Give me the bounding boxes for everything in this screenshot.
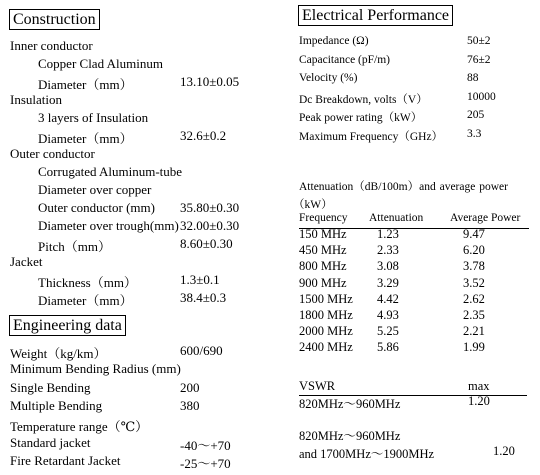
electrical-value: 50±2: [467, 35, 491, 47]
vswr-row1-value: 1.20: [468, 394, 490, 408]
construction-label: Jacket: [10, 254, 43, 269]
attenuation-frequency: 2400 MHz: [299, 340, 353, 355]
attenuation-caption-line2: （kW）: [293, 199, 333, 211]
attenuation-row: [299, 276, 529, 292]
construction-row: [10, 164, 280, 184]
attenuation-value: 1.23: [377, 227, 399, 241]
construction-label: Insulation: [10, 92, 62, 107]
attenuation-frequency: 900 MHz: [299, 275, 347, 290]
vswr-row1-label: 820MHz～960MHz: [299, 397, 401, 411]
construction-label: Diameter（mm）: [38, 131, 133, 146]
attenuation-header-frequency: Frequency: [299, 212, 348, 224]
attenuation-power: 2.62: [463, 291, 485, 306]
engineering-row: [10, 380, 280, 400]
attenuation-value: 3.29: [377, 275, 399, 290]
construction-label: 3 layers of Insulation: [38, 110, 149, 125]
attenuation-power: 2.21: [463, 324, 485, 339]
attenuation-frequency: 800 MHz: [299, 259, 347, 274]
engineering-label: Temperature range（℃）: [10, 419, 149, 435]
engineering-row: [10, 398, 280, 418]
engineering-row: [10, 453, 280, 473]
engineering-title: Engineering data: [9, 315, 126, 336]
vswr-header-label: VSWR: [299, 379, 336, 393]
electrical-label: Capacitance (pF/m): [299, 53, 391, 66]
attenuation-header-attenuation: Attenuation: [369, 212, 424, 224]
construction-value: 35.80±0.30: [180, 200, 240, 215]
electrical-row: [299, 54, 539, 72]
construction-label: Inner conductor: [10, 38, 93, 53]
attenuation-frequency: 150 MHz: [299, 227, 347, 241]
attenuation-row: [299, 227, 529, 243]
construction-row: [10, 254, 280, 274]
construction-label: Copper Clad Aluminum: [38, 56, 163, 71]
attenuation-row: [299, 292, 529, 308]
engineering-label: Standard jacket: [10, 434, 91, 450]
electrical-row: [299, 91, 539, 109]
electrical-row: [299, 109, 539, 127]
attenuation-frequency: 2000 MHz: [299, 324, 353, 339]
construction-label: Thickness（mm）: [38, 275, 137, 290]
attenuation-row: [299, 259, 529, 275]
attenuation-value: 3.08: [377, 259, 399, 274]
attenuation-power: 3.78: [463, 259, 485, 274]
electrical-title: Electrical Performance: [298, 5, 453, 26]
electrical-label: Peak power rating（kW）: [299, 112, 423, 124]
attenuation-row: [299, 243, 529, 259]
construction-row: [10, 200, 280, 220]
engineering-label: Multiple Bending: [10, 397, 103, 413]
electrical-value: 88: [467, 72, 479, 84]
engineering-row: [10, 343, 280, 363]
construction-label: Diameter（mm）: [38, 293, 133, 308]
attenuation-row: [299, 308, 529, 324]
construction-value: 8.60±0.30: [180, 236, 233, 251]
attenuation-header-power: Average Power: [450, 212, 521, 224]
vswr-header-max: max: [468, 379, 490, 393]
attenuation-value: 5.25: [377, 324, 399, 339]
attenuation-power: 1.99: [463, 340, 485, 355]
construction-value: 38.4±0.3: [180, 290, 227, 305]
construction-row: [10, 74, 280, 94]
vswr-row2-label-line2: and 1700MHz～1900MHz: [299, 447, 435, 461]
attenuation-caption-line1: Attenuation（dB/100m）and average power: [299, 181, 508, 193]
construction-row: [10, 146, 280, 166]
attenuation-power: 3.52: [463, 275, 485, 290]
construction-label: Outer conductor (mm): [38, 200, 155, 215]
engineering-label: Single Bending: [10, 379, 91, 395]
engineering-row: [10, 416, 280, 436]
electrical-row: [299, 72, 539, 90]
construction-row: [10, 38, 280, 58]
vswr-row2-label-line1: 820MHz～960MHz: [299, 429, 401, 443]
electrical-row: [299, 128, 539, 146]
construction-row: [10, 92, 280, 112]
engineering-value: 380: [180, 397, 200, 413]
construction-row: [10, 128, 280, 148]
construction-row: [10, 110, 280, 130]
engineering-label: Minimum Bending Radius (mm): [10, 361, 181, 377]
construction-row: [10, 182, 280, 202]
construction-label: Diameter over trough(mm): [38, 218, 179, 233]
construction-row: [10, 290, 280, 310]
engineering-value: 200: [180, 379, 200, 395]
construction-row: [10, 56, 280, 76]
engineering-value: -40～+70: [180, 437, 231, 453]
construction-row: [10, 218, 280, 238]
electrical-label: Impedance (Ω): [299, 35, 369, 47]
vswr-row2-value: 1.20: [493, 444, 515, 458]
attenuation-row: [299, 324, 529, 340]
electrical-label: Velocity (%): [299, 72, 358, 84]
electrical-label: Maximum Frequency（GHz）: [299, 130, 444, 143]
electrical-label: Dc Breakdown, volts（V）: [299, 93, 428, 106]
electrical-value: 205: [467, 109, 485, 121]
construction-value: 32.00±0.30: [180, 218, 240, 233]
engineering-value: -25～+70: [180, 455, 231, 471]
attenuation-power: 6.20: [463, 243, 485, 258]
construction-label: Outer conductor: [10, 146, 95, 161]
engineering-label: Weight（kg/km）: [10, 346, 107, 361]
construction-label: Diameter over copper: [38, 182, 152, 197]
attenuation-value: 4.42: [377, 291, 399, 306]
attenuation-value: 4.93: [377, 308, 399, 322]
attenuation-frequency: 1500 MHz: [299, 291, 353, 306]
electrical-value: 76±2: [467, 53, 491, 66]
attenuation-frequency: 1800 MHz: [299, 308, 353, 322]
construction-value: 13.10±0.05: [180, 74, 240, 89]
electrical-row: [299, 35, 539, 53]
attenuation-value: 5.86: [377, 340, 399, 355]
attenuation-value: 2.33: [377, 243, 399, 258]
electrical-value: 3.3: [467, 127, 482, 140]
attenuation-power: 9.47: [463, 227, 485, 241]
engineering-label: Fire Retardant Jacket: [10, 452, 121, 468]
construction-value: 32.6±0.2: [180, 128, 227, 143]
construction-label: Corrugated Aluminum-tube: [38, 164, 183, 179]
construction-title: Construction: [9, 9, 100, 30]
attenuation-power: 2.35: [463, 308, 485, 322]
engineering-value: 600/690: [180, 343, 223, 358]
attenuation-frequency: 450 MHz: [299, 243, 347, 258]
construction-row: [10, 272, 280, 292]
attenuation-row: [299, 340, 529, 356]
construction-label: Diameter（mm）: [38, 77, 133, 92]
construction-row: [10, 236, 280, 256]
engineering-row: [10, 361, 280, 381]
construction-label: Pitch（mm）: [38, 239, 111, 254]
engineering-row: [10, 435, 280, 455]
construction-value: 1.3±0.1: [180, 272, 220, 287]
electrical-value: 10000: [467, 90, 496, 103]
